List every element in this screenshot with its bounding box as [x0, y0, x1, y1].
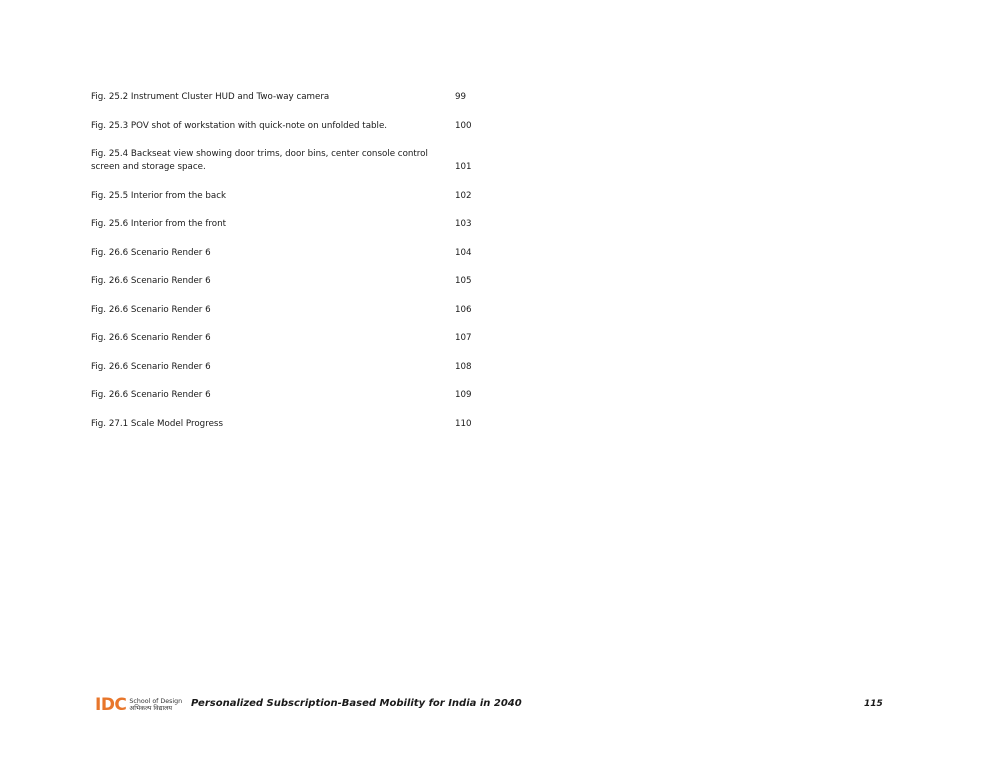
figure-page-number: 105	[455, 276, 472, 286]
list-item	[91, 91, 491, 104]
figure-page-number: 110	[455, 418, 472, 429]
list-item	[91, 418, 491, 431]
document-title: Personalized Subscription-Based Mobility for India in 2040	[191, 698, 522, 709]
list-item	[91, 361, 491, 374]
figure-page-number: 104	[455, 247, 472, 258]
figure-page-number: 99	[455, 92, 467, 102]
list-item	[91, 120, 491, 133]
list-item	[91, 148, 491, 174]
list-item	[91, 275, 491, 288]
figure-title: Fig. 27.1 Scale Model Progress	[91, 418, 223, 429]
logo-mark: IDC	[95, 695, 127, 715]
logo-line-hindi: अभिकल्प विद्यालय	[129, 705, 173, 712]
page-number: 115	[864, 699, 883, 709]
figure-page-number: 108	[455, 361, 472, 372]
page-footer	[0, 694, 1000, 716]
list-item	[91, 247, 491, 260]
figure-title: Fig. 26.6 Scenario Render 6	[91, 390, 211, 400]
logo-text	[129, 698, 182, 712]
figure-title: Fig. 26.6 Scenario Render 6	[91, 361, 211, 372]
list-item	[91, 218, 491, 231]
figure-title: Fig. 26.6 Scenario Render 6	[91, 276, 211, 286]
figure-page-number: 106	[455, 304, 472, 315]
figure-title: Fig. 25.6 Interior from the front	[91, 219, 227, 229]
list-item	[91, 389, 491, 402]
figure-page-number: 102	[455, 190, 472, 201]
figure-page-number: 109	[455, 390, 472, 400]
figure-page-number: 103	[455, 219, 472, 229]
idc-logo	[95, 696, 182, 714]
list-item	[91, 304, 491, 317]
list-item	[91, 190, 491, 203]
figure-page-number: 107	[455, 333, 472, 343]
list-item	[91, 332, 491, 345]
figure-title: Fig. 26.6 Scenario Render 6	[91, 304, 211, 315]
figure-page-number: 100	[455, 120, 472, 131]
figure-title: Fig. 25.4 Backseat view showing door trims, door bins, center console control screen and storage space.	[91, 149, 428, 172]
figure-title: Fig. 26.6 Scenario Render 6	[91, 333, 211, 343]
figure-title: Fig. 25.5 Interior from the back	[91, 190, 227, 201]
figure-title: Fig. 25.2 Instrument Cluster HUD and Two-way camera	[91, 92, 330, 102]
logo-line-english: School of Design	[129, 698, 183, 705]
figure-title: Fig. 26.6 Scenario Render 6	[91, 247, 211, 258]
figure-title: Fig. 25.3 POV shot of workstation with quick-note on unfolded table.	[91, 120, 388, 131]
figure-page-number: 101	[455, 162, 472, 172]
list-of-figures	[91, 91, 491, 446]
